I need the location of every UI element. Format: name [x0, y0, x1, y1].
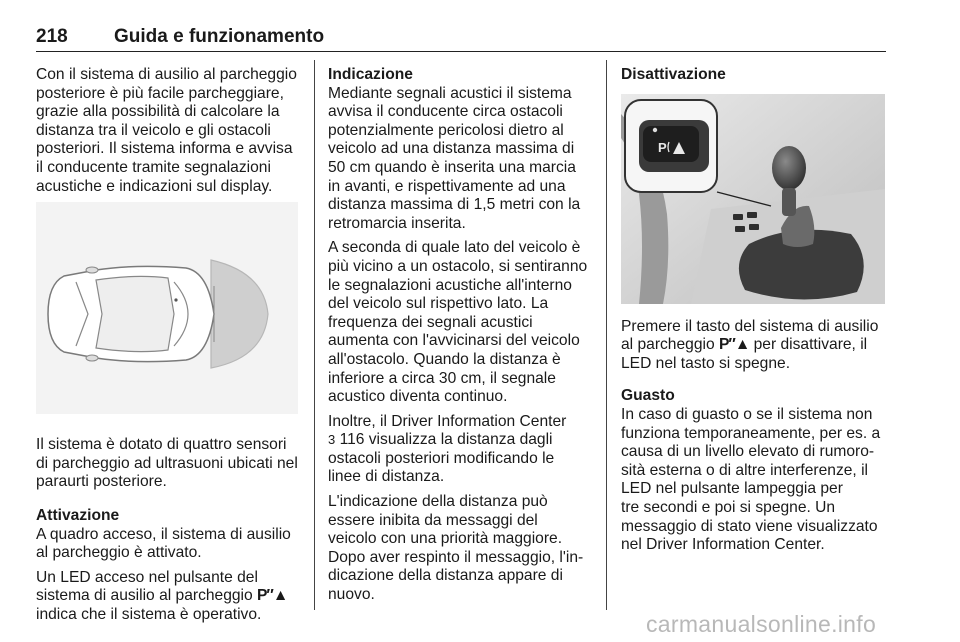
car-sensor-illustration: [36, 202, 298, 414]
fault-heading: Guasto: [621, 387, 675, 405]
park-assist-icon: P″▲: [257, 587, 288, 605]
indication-paragraph-2: A seconda di quale lato del veicolo è più vicino a un ostacolo, si sentiranno le segnalazioni acustiche all'interno del veicolo sul rispettivo lato. La frequenza dei segnali acustici aumenta con l'avvicinarsi del veicolo all'ostacolo. Quando la distanza è inferiore a circa 30 cm, il segnale acustico diventa continuo.: [328, 239, 588, 406]
dic-paragraph: Inoltre, il Driver Information Center 3 116 visualizza la distanza dagli ostacoli posteriori modificando le linee di distanza.: [328, 412, 567, 486]
section-title: Guida e funzionamento: [114, 26, 325, 47]
park-assist-icon: P″▲: [718, 336, 750, 354]
column-divider: [606, 60, 607, 610]
intro-paragraph: Con il sistema di ausilio al parcheggio posteriore è più facile parcheggiare, grazie alla possibilità di calcolare la distanza tra il veicolo e gli ostacoli posteriori. Il sistema informa e avvisa il conducente tramite segnalazioni acustiche e indicazioni sul display.: [36, 66, 297, 195]
indication-heading: Indicazione: [328, 66, 413, 83]
park-assist-button-label: P: [658, 140, 667, 155]
activation-paragraph: A quadro acceso, il sistema di ausilio al parcheggio è attivato.: [36, 525, 291, 562]
inhibit-paragraph: L'indicazione della distanza può essere inibita da messaggi del veicolo con una priorità maggiore. Dopo aver respinto il messaggio, l'in- dicazione della distanza appare di nuovo.: [328, 493, 584, 604]
page-header: [36, 26, 886, 52]
column-middle: [328, 66, 596, 605]
activation-heading: Attivazione: [36, 506, 120, 524]
deactivation-paragraph: Premere il tasto del sistema di ausilio al parcheggio P″▲ per disattivare, il LED nel tasto si spegne.: [621, 317, 879, 372]
led-paragraph: Un LED acceso nel pulsante del sistema di ausilio al parcheggio P″▲ indica che il sistema è operativo.: [36, 568, 288, 623]
deactivation-heading: Disattivazione: [621, 66, 726, 83]
arrow-reference-icon: 3: [328, 432, 336, 448]
sensors-paragraph: Il sistema è dotato di quattro sensori di parcheggio ad ultrasuoni ubicati nel paraurti posteriore.: [36, 436, 298, 491]
watermark: carmanualsonline.info: [646, 611, 877, 637]
fault-paragraph: In caso di guasto o se il sistema non funziona temporaneamente, per es. a causa di un livello elevato di rumoro- sità esterna o di altre interferenze, il LED nel pulsante lampeggia per tre secondi e poi si spegne. Un messaggio di stato viene visualizzato nel Driver Information Center.: [621, 405, 881, 554]
page-number: 218: [36, 26, 68, 47]
console-button-illustration: [621, 94, 885, 304]
indication-paragraph-1: Mediante segnali acustici il sistema avvisa il conducente circa ostacoli potenzialmente pericolosi dietro al veicolo ad una distanza massima di 50 cm quando è inserita una marcia in avanti, e rispettivamente ad una distanza massima di 1,5 metri con la retromarcia inserita.: [328, 84, 581, 232]
column-divider: [314, 60, 315, 610]
